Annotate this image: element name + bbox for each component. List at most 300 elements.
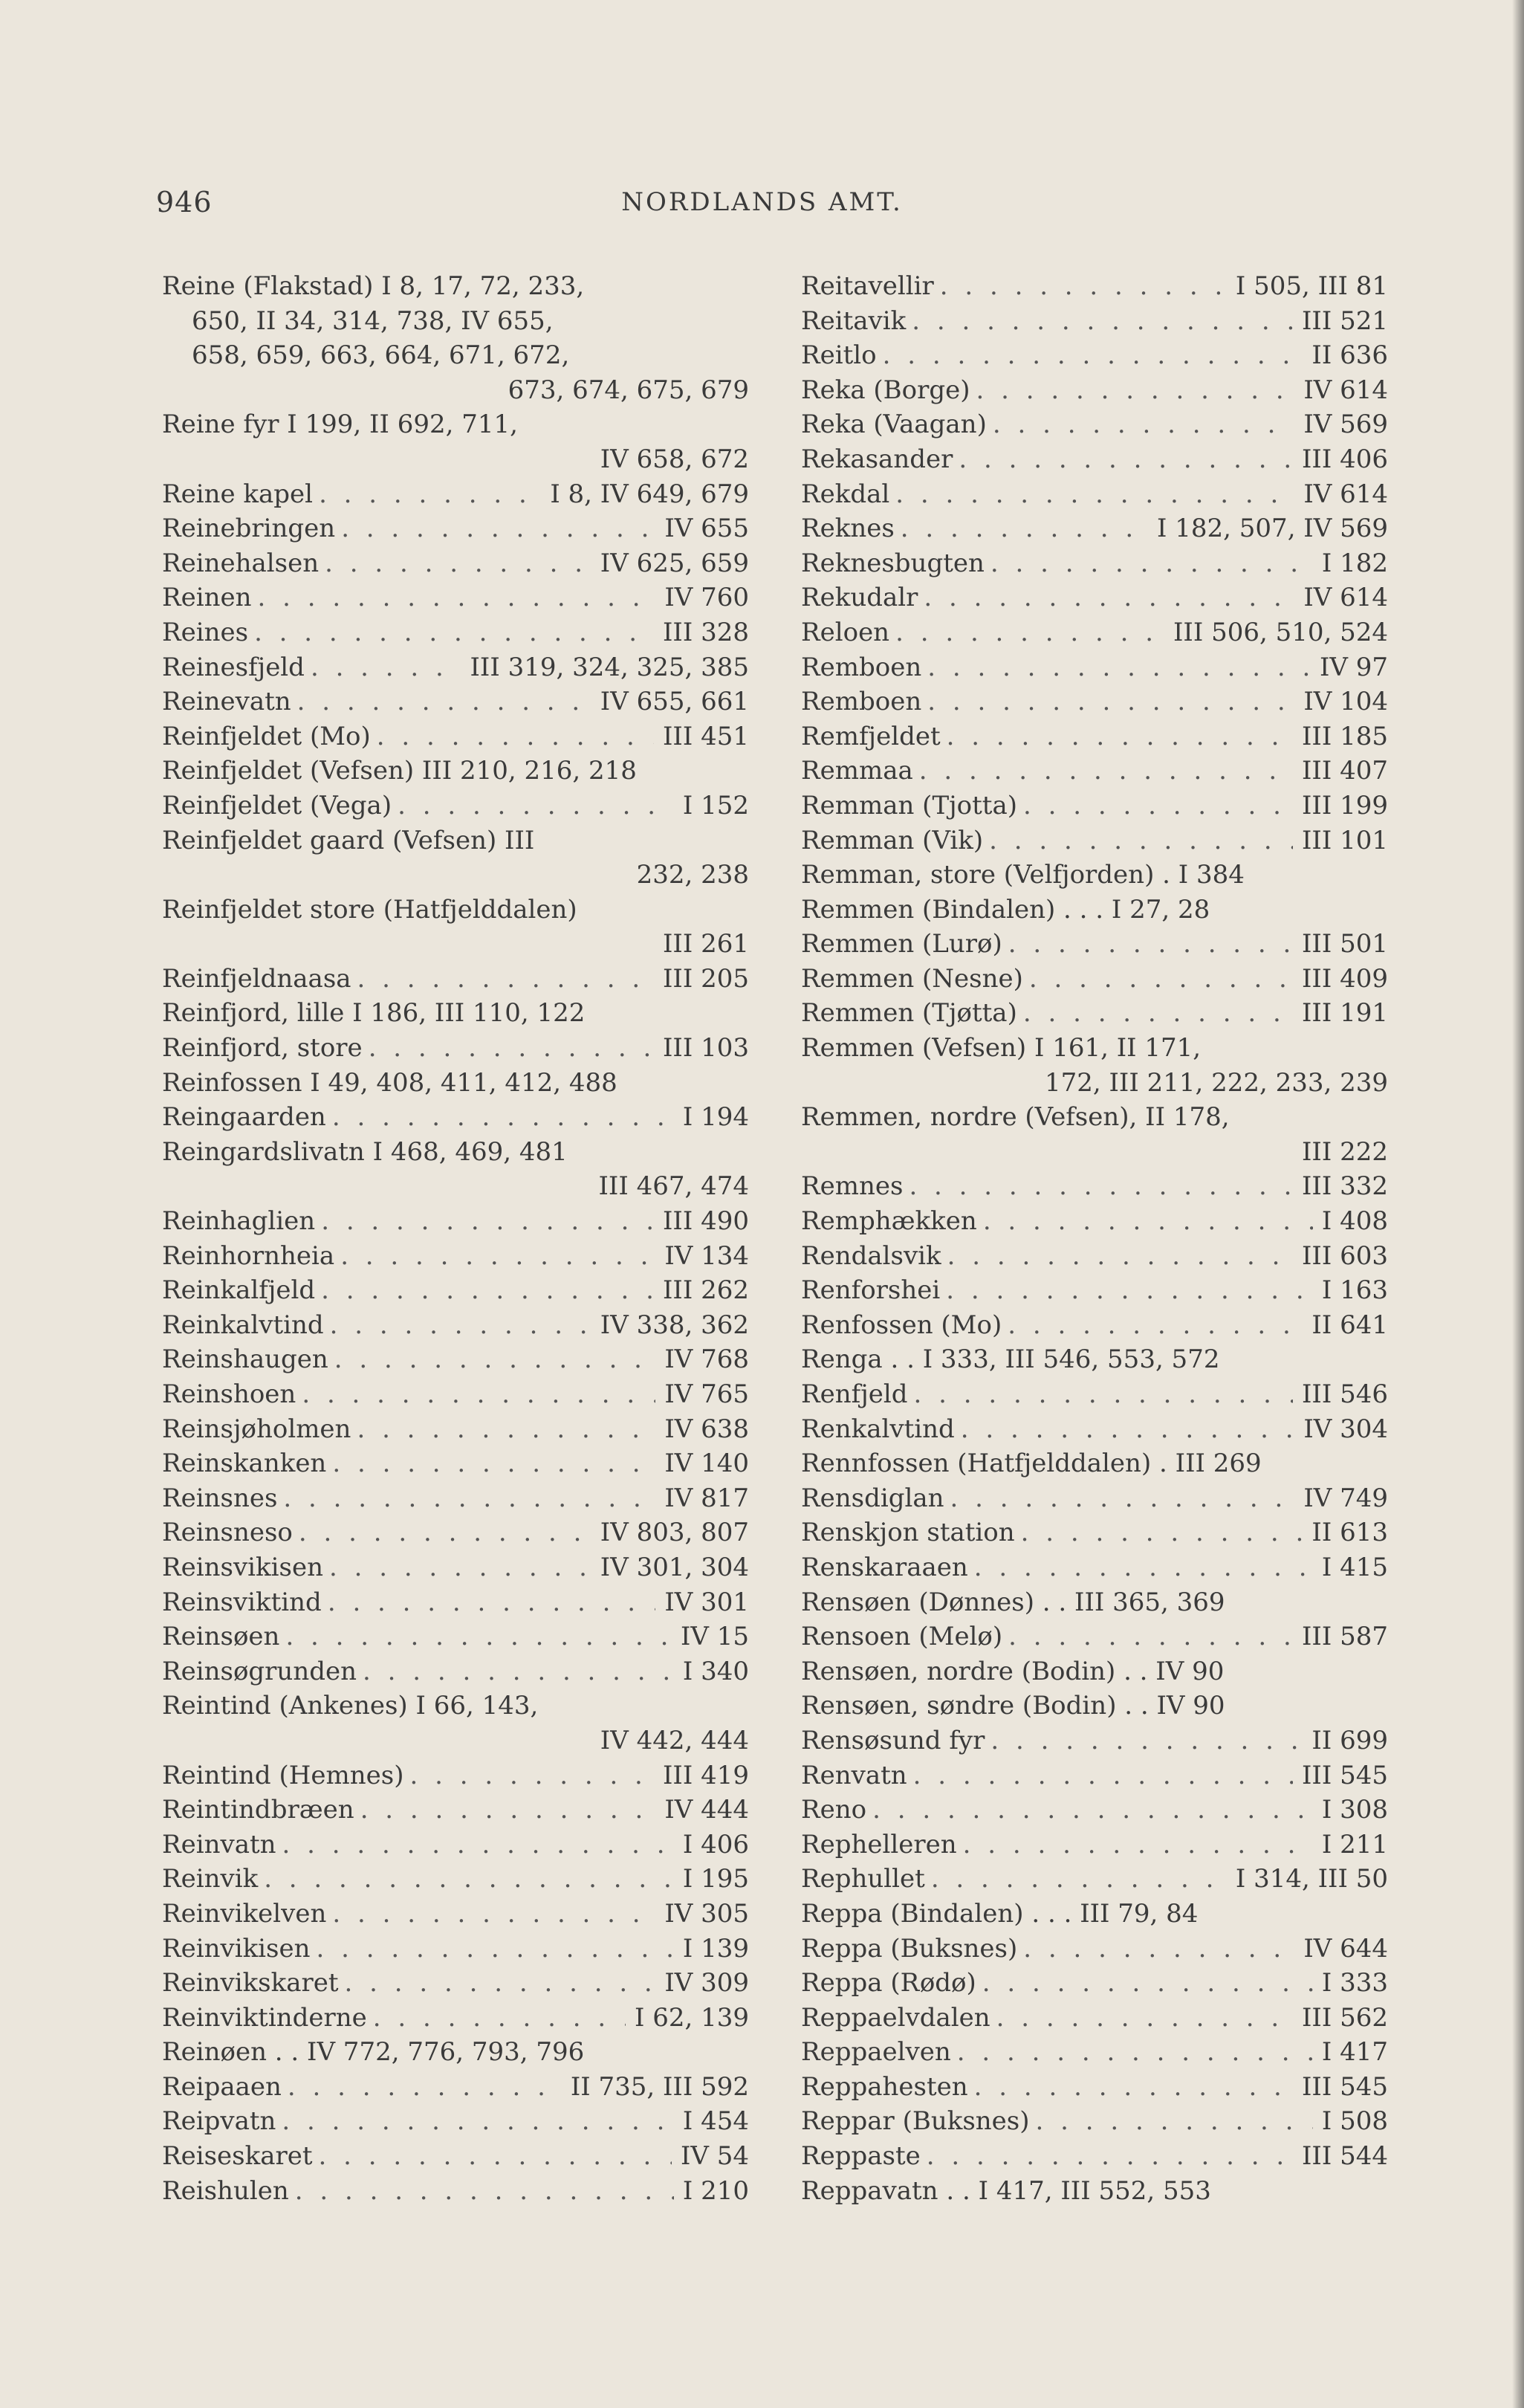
- entry-page-refs: III 467, 474: [598, 1171, 749, 1202]
- index-entry: [801, 2001, 1388, 2036]
- entry-name: Reine kapel: [162, 479, 314, 509]
- entry-name: Reinfossen I 49, 408, 411, 412, 488: [162, 1067, 617, 1098]
- index-entry: [162, 1689, 749, 1724]
- entry-page-refs: II 735, III 592: [570, 2071, 749, 2102]
- entry-page-refs: IV 760: [664, 583, 749, 613]
- dot-leader: [291, 684, 591, 719]
- entry-name: Reno: [801, 1795, 867, 1825]
- dot-leader: [921, 684, 1294, 719]
- entry-page-refs: IV 301, 304: [600, 1552, 749, 1582]
- index-entry: [801, 719, 1388, 754]
- page-number: 946: [156, 186, 213, 219]
- dot-leader: [1002, 1308, 1303, 1343]
- dot-leader: [335, 511, 655, 546]
- dot-leader: [354, 1793, 656, 1828]
- dot-leader: [279, 1619, 672, 1654]
- entry-name: Rensøen, nordre (Bodin) . . IV 90: [801, 1656, 1225, 1686]
- entry-page-refs: II 699: [1311, 1725, 1388, 1755]
- entry-name: Remman (Vik): [801, 825, 984, 855]
- index-entry: [162, 2001, 749, 2036]
- entry-name: Reppa (Rødø): [801, 1968, 976, 1998]
- dot-leader: [367, 2001, 626, 2036]
- index-entry: [162, 719, 749, 754]
- entry-name: Reitavellir: [801, 271, 934, 301]
- index-column-left: [162, 269, 749, 2208]
- entry-name: Reppaelvdalen: [801, 2002, 990, 2033]
- entry-name: Reinsviktind: [162, 1587, 322, 1617]
- dot-leader: [957, 1828, 1313, 1862]
- dot-leader: [889, 615, 1164, 650]
- dot-leader: [955, 1412, 1295, 1447]
- index-entry: [162, 1446, 749, 1481]
- dot-leader: [918, 580, 1294, 615]
- entry-name: Reinevatn: [162, 687, 291, 717]
- entry-page-refs: I 62, 139: [634, 2002, 749, 2033]
- dot-leader: [1002, 1619, 1293, 1654]
- entry-name: Reinøen . . IV 772, 776, 793, 796: [162, 2037, 585, 2068]
- index-entry: [162, 1169, 749, 1204]
- entry-page-refs: III 205: [663, 963, 749, 994]
- entry-name: 658, 659, 663, 664, 671, 672,: [192, 340, 570, 371]
- dot-leader: [977, 1204, 1313, 1239]
- index-entry: [162, 1100, 749, 1135]
- entry-page-refs: I 508: [1321, 2106, 1388, 2137]
- dot-leader: [296, 1377, 655, 1412]
- dot-leader: [944, 1481, 1295, 1516]
- index-entry: [162, 2035, 749, 2070]
- entry-page-refs: IV 614: [1303, 375, 1388, 405]
- entry-name: Reingaarden: [162, 1102, 326, 1133]
- entry-name: Remnes: [801, 1171, 904, 1202]
- entry-page-refs: III 409: [1302, 963, 1388, 994]
- dot-leader: [1002, 927, 1293, 962]
- dot-leader: [921, 2139, 1293, 2174]
- entry-name: Rendalsvik: [801, 1240, 941, 1271]
- index-entry: [801, 789, 1388, 823]
- dot-leader: [319, 546, 591, 581]
- dot-leader: [322, 1585, 655, 1620]
- dot-leader: [921, 650, 1311, 685]
- index-entry: [801, 1308, 1388, 1343]
- index-entry: [801, 1135, 1388, 1170]
- entry-name: Reiseskaret: [162, 2141, 313, 2172]
- entry-name: Rephullet: [801, 1864, 925, 1894]
- index-entry: [162, 338, 749, 373]
- index-entry: [162, 442, 749, 477]
- entry-name: Renga . . I 333, III 546, 553, 572: [801, 1344, 1220, 1375]
- index-entry: [162, 1308, 749, 1343]
- dot-leader: [311, 1932, 674, 1967]
- index-entry: [801, 1689, 1388, 1724]
- entry-name: Reppa (Bindalen) . . . III 79, 84: [801, 1898, 1199, 1929]
- dot-leader: [983, 823, 1293, 858]
- entry-page-refs: II 636: [1311, 340, 1388, 371]
- entry-name: Reinvatn: [162, 1829, 276, 1860]
- dot-leader: [326, 1446, 655, 1481]
- index-entry: [162, 546, 749, 581]
- dot-leader: [351, 1412, 655, 1447]
- entry-name: Renskjon station: [801, 1518, 1015, 1548]
- index-entry: [162, 304, 749, 339]
- dot-leader: [985, 1724, 1303, 1758]
- entry-page-refs: I 163: [1321, 1275, 1388, 1306]
- entry-name: Reppaelven: [801, 2037, 951, 2068]
- entry-page-refs: I 454: [682, 2106, 749, 2137]
- entry-name: Reinsneso: [162, 1518, 293, 1548]
- entry-page-refs: IV 569: [1303, 410, 1388, 440]
- index-entry: [801, 2104, 1388, 2139]
- entry-name: Remmen (Nesne): [801, 963, 1023, 994]
- index-entry: [162, 1724, 749, 1758]
- entry-name: Reppavatn . . I 417, III 552, 553: [801, 2175, 1211, 2206]
- index-entry: [162, 650, 749, 685]
- entry-name: Reintind (Ankenes) I 66, 143,: [162, 1691, 539, 1721]
- index-entry: [162, 893, 749, 928]
- dot-leader: [282, 2070, 562, 2105]
- entry-name: Reinehalsen: [162, 548, 320, 578]
- entry-name: Reppar (Buksnes): [801, 2106, 1030, 2137]
- index-entry: [162, 996, 749, 1031]
- index-entry: [801, 1239, 1388, 1274]
- entry-name: Reishulen: [162, 2175, 289, 2206]
- index-entry: [801, 442, 1388, 477]
- entry-page-refs: III 544: [1302, 2141, 1388, 2172]
- dot-leader: [985, 546, 1313, 581]
- entry-page-refs: IV 304: [1303, 1414, 1388, 1444]
- index-entry: [801, 1377, 1388, 1412]
- entry-name: Remman (Tjotta): [801, 790, 1017, 821]
- dot-leader: [976, 1966, 1313, 2001]
- entry-page-refs: I 182: [1321, 548, 1388, 578]
- index-entry: [801, 1966, 1388, 2001]
- entry-name: Remmen (Vefsen) I 161, II 171,: [801, 1033, 1202, 1064]
- dot-leader: [866, 1793, 1313, 1828]
- dot-leader: [357, 1654, 674, 1689]
- entry-page-refs: I 211: [1321, 1829, 1388, 1860]
- entry-name: Reknesbugten: [801, 548, 985, 578]
- entry-page-refs: III 506, 510, 524: [1173, 617, 1388, 647]
- index-entry: [801, 1169, 1388, 1204]
- entry-page-refs: I 417: [1321, 2037, 1388, 2068]
- entry-page-refs: III 562: [1302, 2002, 1388, 2033]
- index-entry: [801, 1342, 1388, 1377]
- index-entry: [162, 1377, 749, 1412]
- entry-page-refs: III 545: [1302, 1760, 1388, 1790]
- entry-page-refs: IV 614: [1303, 583, 1388, 613]
- entry-name: Reinsvikisen: [162, 1552, 323, 1582]
- dot-leader: [990, 2001, 1293, 2036]
- entry-name: Reines: [162, 617, 249, 647]
- entry-name: Reppaste: [801, 2141, 921, 2172]
- index-entry: [801, 650, 1388, 685]
- index-entry: [162, 1654, 749, 1689]
- index-entry: [801, 407, 1388, 442]
- dot-leader: [313, 477, 541, 512]
- index-entry: [162, 1412, 749, 1447]
- entry-page-refs: III 319, 324, 325, 385: [470, 652, 749, 682]
- entry-page-refs: I 340: [682, 1656, 749, 1686]
- entry-name: Renkalvtind: [801, 1414, 955, 1444]
- dot-leader: [326, 1897, 655, 1932]
- dot-leader: [913, 754, 1293, 789]
- entry-name: Reknes: [801, 514, 895, 544]
- entry-page-refs: III 603: [1302, 1240, 1388, 1271]
- entry-page-refs: III 262: [663, 1275, 749, 1306]
- entry-page-refs: I 408: [1321, 1206, 1388, 1237]
- dot-leader: [392, 789, 674, 823]
- entry-name: Rekdal: [801, 479, 890, 509]
- index-entry: [162, 1550, 749, 1585]
- entry-name: Reinfjeldet store (Hatfjelddalen): [162, 894, 577, 925]
- index-entry: [162, 1966, 749, 2001]
- index-entry: [801, 1481, 1388, 1516]
- entry-page-refs: IV 749: [1303, 1483, 1388, 1513]
- entry-name: Reingardslivatn I 468, 469, 481: [162, 1136, 568, 1167]
- entry-page-refs: II 613: [1311, 1518, 1388, 1548]
- index-entry: [162, 754, 749, 789]
- index-entry: [801, 754, 1388, 789]
- index-entry: [162, 1585, 749, 1620]
- entry-name: Remman, store (Velfjorden) . I 384: [801, 860, 1245, 890]
- dot-leader: [951, 2035, 1313, 2070]
- dot-leader: [276, 2104, 673, 2139]
- index-entry: [801, 1758, 1388, 1793]
- dot-leader: [941, 719, 1293, 754]
- entry-name: Remmen, nordre (Vefsen), II 178,: [801, 1102, 1230, 1133]
- index-entry: [801, 2174, 1388, 2209]
- entry-name: Reinfjeldet gaard (Vefsen) III: [162, 825, 535, 855]
- entry-name: Remboen: [801, 687, 922, 717]
- entry-name: Reinsøgrunden: [162, 1656, 357, 1686]
- entry-page-refs: I 8, IV 649, 679: [550, 479, 749, 509]
- entry-page-refs: IV 309: [664, 1968, 749, 1998]
- dot-leader: [934, 269, 1227, 304]
- entry-name: Reinvik: [162, 1864, 259, 1894]
- index-entry: [162, 373, 749, 408]
- entry-name: Renfossen (Mo): [801, 1310, 1002, 1340]
- dot-leader: [276, 1828, 674, 1862]
- dot-leader: [334, 1239, 655, 1274]
- entry-page-refs: III 199: [1302, 790, 1388, 821]
- entry-name: Reitlo: [801, 340, 877, 371]
- dot-leader: [1023, 962, 1293, 997]
- entry-page-refs: IV 444: [664, 1795, 749, 1825]
- entry-name: Renforshei: [801, 1275, 941, 1306]
- index-entry: [801, 996, 1388, 1031]
- entry-name: Reppa (Buksnes): [801, 1933, 1018, 1964]
- dot-leader: [903, 1169, 1293, 1204]
- entry-name: Rensøen, søndre (Bodin) . . IV 90: [801, 1691, 1225, 1721]
- index-column-right: [801, 269, 1388, 2208]
- entry-page-refs: IV 803, 807: [600, 1518, 749, 1548]
- entry-page-refs: IV 644: [1303, 1933, 1388, 1964]
- index-entry: [801, 1100, 1388, 1135]
- entry-name: Rephelleren: [801, 1829, 957, 1860]
- dot-leader: [313, 2139, 672, 2174]
- dot-leader: [351, 962, 654, 997]
- entry-name: Rekudalr: [801, 583, 918, 613]
- index-entry: [162, 1342, 749, 1377]
- index-entry: [801, 1897, 1388, 1932]
- entry-name: Reintind (Hemnes): [162, 1760, 404, 1790]
- index-entry: [801, 1446, 1388, 1481]
- index-entry: [162, 962, 749, 997]
- dot-leader: [1015, 1515, 1303, 1550]
- index-entry: [162, 1932, 749, 1967]
- index-entry: [162, 580, 749, 615]
- dot-leader: [1017, 1932, 1294, 1967]
- index-entry: [162, 1066, 749, 1101]
- index-entry: [162, 1239, 749, 1274]
- index-entry: [162, 2139, 749, 2174]
- dot-leader: [363, 1031, 654, 1066]
- entry-name: Reinfjeldet (Vega): [162, 790, 392, 821]
- dot-leader: [1030, 2104, 1313, 2139]
- index-entry: [801, 1031, 1388, 1066]
- entry-name: Reppahesten: [801, 2071, 968, 2102]
- entry-page-refs: III 451: [663, 721, 749, 751]
- entry-page-refs: 673, 674, 675, 679: [508, 375, 749, 405]
- index-entry: [162, 269, 749, 304]
- entry-name: Rennfossen (Hatfjelddalen) . III 269: [801, 1449, 1262, 1479]
- index-entry: [162, 823, 749, 858]
- entry-name: Reinfjord, lille I 186, III 110, 122: [162, 998, 586, 1029]
- entry-name: Reinsøen: [162, 1622, 280, 1652]
- entry-page-refs: I 308: [1321, 1795, 1388, 1825]
- entry-page-refs: IV 15: [680, 1622, 749, 1652]
- dot-leader: [968, 2070, 1293, 2105]
- entry-page-refs: IV 625, 659: [600, 548, 749, 578]
- index-entry: [801, 477, 1388, 512]
- entry-name: Reintindbræen: [162, 1795, 354, 1825]
- entry-name: Reine fyr I 199, II 692, 711,: [162, 410, 518, 440]
- entry-page-refs: IV 655: [664, 514, 749, 544]
- dot-leader: [895, 511, 1148, 546]
- index-entry: [801, 893, 1388, 928]
- entry-page-refs: I 182, 507, IV 569: [1157, 514, 1388, 544]
- entry-page-refs: 172, III 211, 222, 233, 239: [1044, 1067, 1388, 1098]
- entry-page-refs: IV 614: [1303, 479, 1388, 509]
- dot-leader: [941, 1239, 1293, 1274]
- index-entry: [162, 2174, 749, 2209]
- index-entry: [801, 2070, 1388, 2105]
- dot-leader: [248, 615, 654, 650]
- index-entry: [801, 1273, 1388, 1308]
- entry-name: Reloen: [801, 617, 890, 647]
- entry-name: Remphækken: [801, 1206, 977, 1237]
- entry-page-refs: III 419: [663, 1760, 749, 1790]
- dot-leader: [328, 1342, 656, 1377]
- index-entry: [801, 1066, 1388, 1101]
- index-entry: [162, 1273, 749, 1308]
- entry-name: Rensdiglan: [801, 1483, 944, 1513]
- index-entry: [801, 1619, 1388, 1654]
- entry-name: Reinshoen: [162, 1379, 296, 1409]
- running-title: NORDLANDS AMT.: [621, 187, 903, 217]
- entry-page-refs: III 407: [1302, 756, 1388, 786]
- entry-page-refs: III 261: [663, 929, 749, 959]
- dot-leader: [252, 580, 656, 615]
- index-entry: [162, 2104, 749, 2139]
- dot-leader: [315, 1273, 654, 1308]
- entry-page-refs: I 333: [1321, 1968, 1388, 1998]
- entry-page-refs: III 191: [1302, 998, 1388, 1029]
- dot-leader: [315, 1204, 654, 1239]
- entry-page-refs: III 521: [1302, 305, 1388, 336]
- dot-leader: [940, 1273, 1313, 1308]
- index-entry: [801, 2139, 1388, 2174]
- index-entry: [162, 1204, 749, 1239]
- entry-page-refs: IV 104: [1303, 687, 1388, 717]
- entry-page-refs: I 210: [682, 2175, 749, 2206]
- index-entry: [801, 338, 1388, 373]
- entry-page-refs: I 314, III 50: [1235, 1864, 1388, 1894]
- entry-page-refs: IV 301: [664, 1587, 749, 1617]
- index-entry: [162, 511, 749, 546]
- entry-page-refs: I 195: [682, 1864, 749, 1894]
- entry-page-refs: I 152: [682, 790, 749, 821]
- entry-name: Reinen: [162, 583, 252, 613]
- entry-name: Reinesfjeld: [162, 652, 305, 682]
- entry-page-refs: III 332: [1302, 1171, 1388, 1202]
- entry-name: Reipvatn: [162, 2106, 276, 2137]
- index-entry: [162, 1862, 749, 1897]
- index-entry: [801, 858, 1388, 893]
- index-entry: [162, 1897, 749, 1932]
- index-entry: [801, 1654, 1388, 1689]
- dot-leader: [324, 1308, 591, 1343]
- index-entry: [801, 580, 1388, 615]
- dot-leader: [1017, 996, 1293, 1031]
- index-entry: [162, 684, 749, 719]
- index-entry: [801, 1550, 1388, 1585]
- index-entry: [801, 304, 1388, 339]
- entry-name: Reine (Flakstad) I 8, 17, 72, 233,: [162, 271, 585, 301]
- index-entry: [162, 477, 749, 512]
- dot-leader: [323, 1550, 591, 1585]
- entry-name: Reinvikskaret: [162, 1968, 339, 1998]
- dot-leader: [987, 407, 1294, 442]
- dot-leader: [953, 442, 1293, 477]
- dot-leader: [277, 1481, 655, 1516]
- entry-page-refs: III 185: [1302, 721, 1388, 751]
- index-entry: [162, 1031, 749, 1066]
- entry-name: Reipaaen: [162, 2071, 282, 2102]
- entry-name: Reinfjeldet (Vefsen) III 210, 216, 218: [162, 756, 637, 786]
- index-entry: [162, 1758, 749, 1793]
- entry-page-refs: III 222: [1302, 1136, 1388, 1167]
- entry-page-refs: IV 655, 661: [600, 687, 749, 717]
- index-entry: [162, 407, 749, 442]
- entry-name: Reka (Vaagan): [801, 410, 987, 440]
- dot-leader: [293, 1515, 591, 1550]
- dot-leader: [305, 650, 461, 685]
- entry-name: 650, II 34, 314, 738, IV 655,: [192, 305, 554, 336]
- entry-page-refs: IV 134: [664, 1240, 749, 1271]
- index-entry: [801, 1204, 1388, 1239]
- entry-page-refs: IV 140: [664, 1449, 749, 1479]
- entry-name: Reinfjeldnaasa: [162, 963, 351, 994]
- entry-page-refs: IV 54: [680, 2141, 749, 2172]
- index-entry: [162, 1135, 749, 1170]
- entry-name: Reinviktinderne: [162, 2002, 367, 2033]
- entry-page-refs: II 641: [1311, 1310, 1388, 1340]
- entry-page-refs: IV 658, 672: [600, 444, 749, 474]
- entry-page-refs: I 505, III 81: [1235, 271, 1388, 301]
- dot-leader: [371, 719, 654, 754]
- entry-name: Renvatn: [801, 1760, 907, 1790]
- dot-leader: [404, 1758, 654, 1793]
